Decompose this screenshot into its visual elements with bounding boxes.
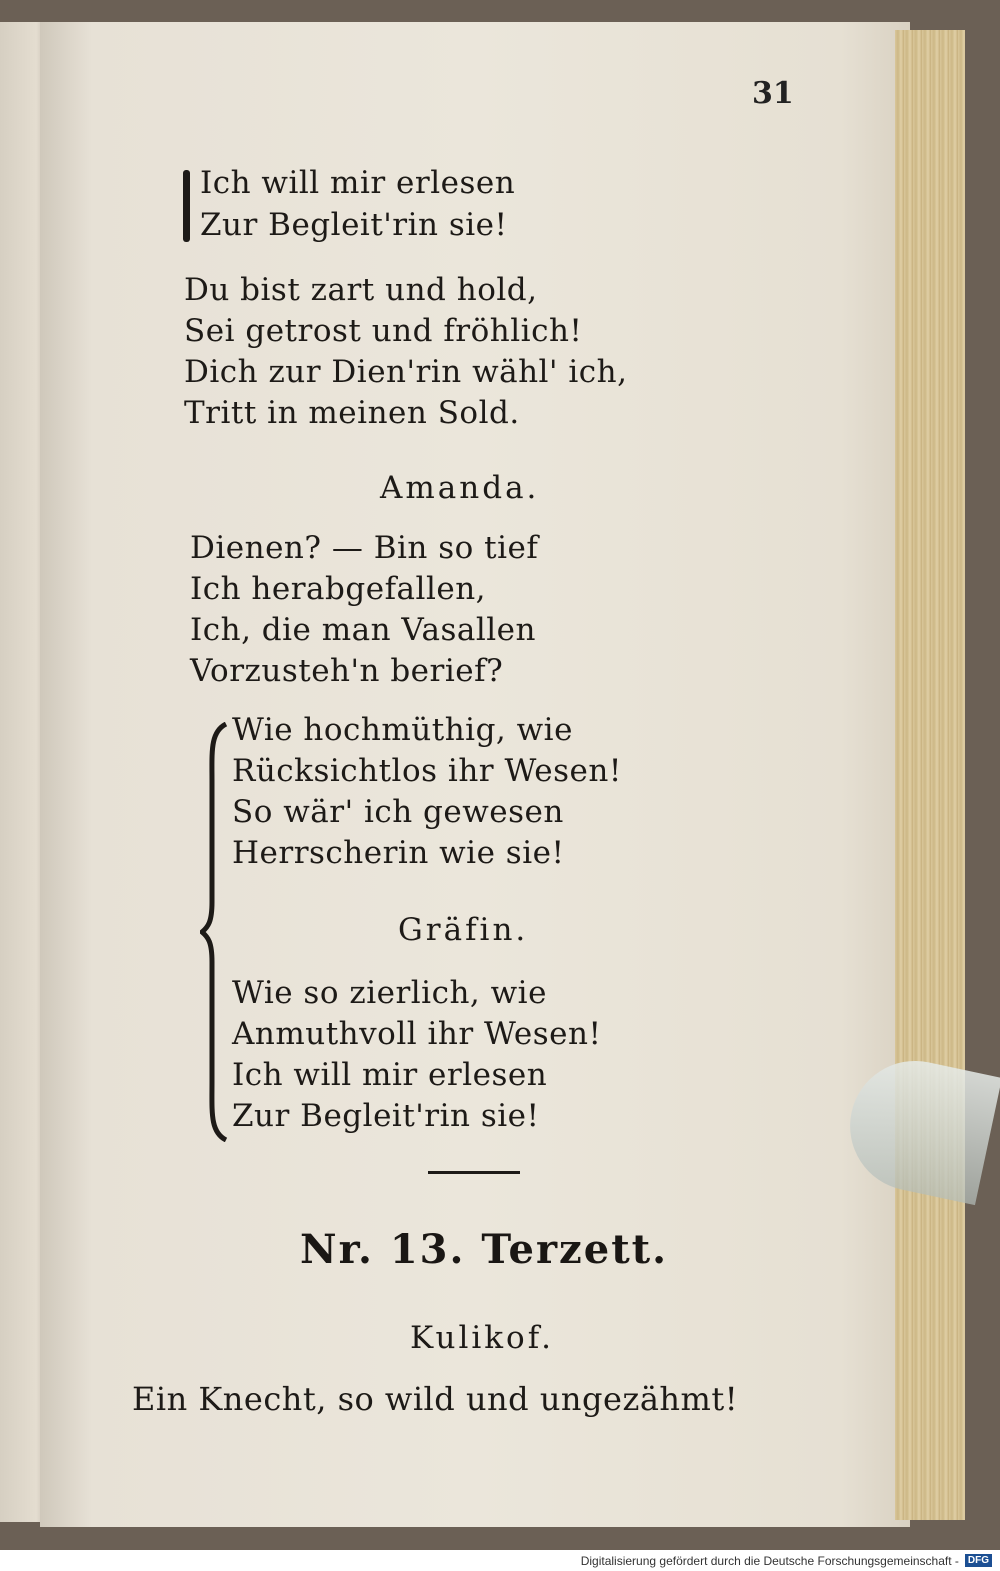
verse-line: Ich, die man Vasallen	[190, 612, 536, 648]
verse-line: Zur Begleit'rin sie!	[200, 207, 508, 243]
verse-line: Wie hochmüthig, wie	[232, 712, 573, 748]
verse-line: Herrscherin wie sie!	[232, 835, 565, 871]
curly-brace	[200, 722, 230, 1142]
footer-credit: Digitalisierung gefördert durch die Deutsche Forschungsgemeinschaft -	[580, 1553, 959, 1568]
section-heading: Nr. 13. Terzett.	[300, 1226, 669, 1273]
verse-line: Rücksichtlos ihr Wesen!	[232, 753, 622, 789]
verse-line: Tritt in meinen Sold.	[184, 395, 520, 431]
section-divider	[428, 1171, 520, 1174]
verse-line: Sei getrost und fröhlich!	[184, 313, 583, 349]
verse-line: Wie so zierlich, wie	[232, 975, 547, 1011]
verse-line: Dich zur Dien'rin wähl' ich,	[184, 354, 628, 390]
speaker-name: Kulikof.	[410, 1320, 554, 1356]
verse-line: Ein Knecht, so wild und ungezähmt!	[132, 1380, 739, 1418]
footer-bar	[0, 1550, 1000, 1571]
verse-line: Ich will mir erlesen	[200, 165, 516, 201]
verse-line: Anmuthvoll ihr Wesen!	[232, 1016, 602, 1052]
verse-line: Zur Begleit'rin sie!	[232, 1098, 540, 1134]
verse-line: Ich will mir erlesen	[232, 1057, 548, 1093]
verse-line: Ich herabgefallen,	[190, 571, 487, 607]
verse-line: Du bist zart und hold,	[184, 272, 538, 308]
verse-line: Dienen? — Bin so tief	[190, 530, 539, 566]
verse-line: Vorzusteh'n berief?	[190, 653, 504, 689]
speaker-name: Gräfin.	[398, 912, 529, 948]
dfg-logo: DFG	[965, 1554, 992, 1567]
verse-line: So wär' ich gewesen	[232, 794, 564, 830]
verse-bracket	[183, 170, 190, 242]
page-number: 31	[752, 76, 794, 111]
page-stack-edge	[895, 30, 965, 1520]
speaker-name: Amanda.	[380, 470, 540, 506]
